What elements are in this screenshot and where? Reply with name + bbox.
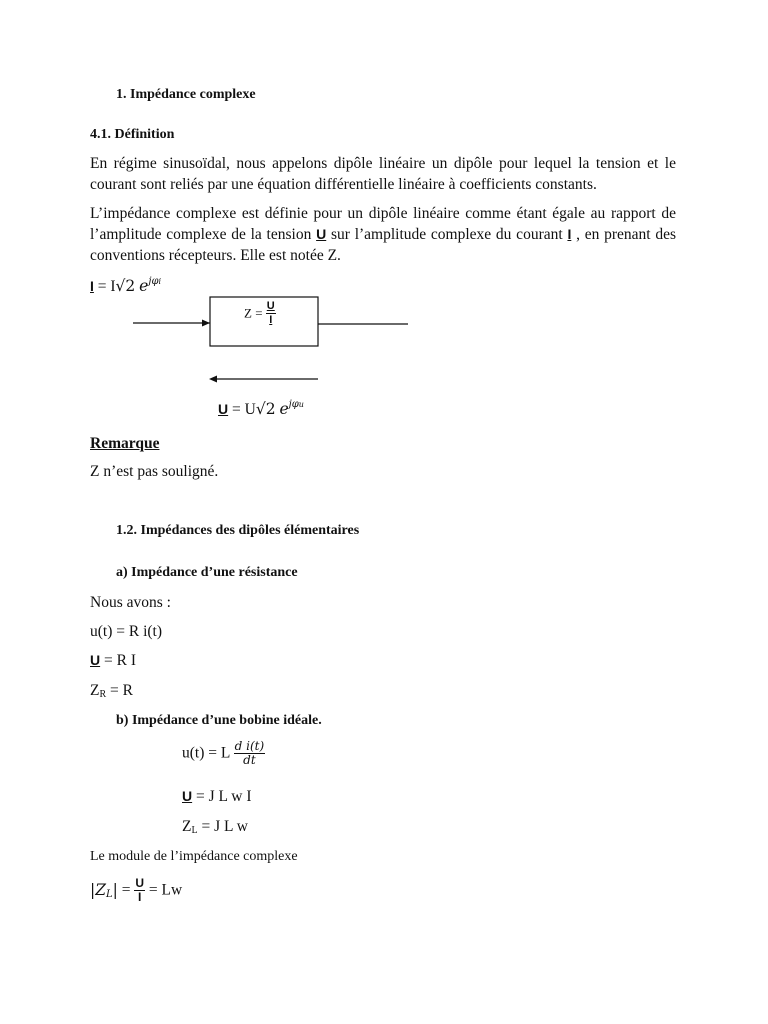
sub-a-line-3-rest: = R I xyxy=(100,652,136,669)
sub-a-line-2: u(t) = R i(t) xyxy=(90,623,163,640)
module-fraction xyxy=(134,877,145,904)
section-4-1-heading: 4.1. Définition xyxy=(90,127,175,142)
zl-symbol: Z xyxy=(182,818,192,835)
impedance-numerator: U xyxy=(266,300,275,312)
sub-b-heading: b) Impédance d’une bobine idéale. xyxy=(116,713,322,728)
module-numerator: U xyxy=(135,876,145,890)
eq1-lhs: u(t) = L xyxy=(182,744,234,762)
voltage-equation xyxy=(218,399,304,419)
inductor-voltage-equation xyxy=(182,740,265,767)
eq1-numerator: d i(t) xyxy=(234,739,265,753)
zr-subscript: R xyxy=(99,689,107,700)
section-1-heading: 1. Impédance complexe xyxy=(116,87,256,102)
exp-phase-current xyxy=(148,276,161,287)
voltage-symbol: U xyxy=(218,401,229,417)
current-symbol: I xyxy=(90,278,94,294)
sub-a-line-1: Nous avons : xyxy=(90,594,171,611)
definition-paragraph-2 xyxy=(90,203,676,266)
voltage-arrowhead xyxy=(209,376,217,383)
input-current-arrowhead xyxy=(202,320,210,327)
eq2-rest: = J L w I xyxy=(192,788,252,805)
eq2-voltage-symbol: U xyxy=(182,788,193,804)
voltage-eq-text: = U xyxy=(228,401,256,418)
exp-phase-current-sub: i xyxy=(158,277,162,286)
eq1-fraction xyxy=(234,740,266,767)
current-eq-text: = I xyxy=(93,278,116,295)
module-text: Le module de l’impédance complexe xyxy=(90,849,298,864)
sub-a-voltage-symbol: U xyxy=(90,652,101,668)
exp-e-voltage: e xyxy=(279,400,289,418)
remarque-title: Remarque xyxy=(90,435,160,452)
exp-phase-current-main: jφ xyxy=(148,276,159,287)
sub-a-line-3 xyxy=(90,652,136,670)
module-equation xyxy=(90,877,182,904)
definition-paragraph-1: En régime sinusoïdal, nous appelons dipôle linéaire un dipôle pour lequel la tension et le courant sont reliés par une équation différentielle linéaire à coefficients constants. xyxy=(90,155,676,193)
eq1-denominator: dt xyxy=(243,753,256,767)
sub-a-line-4 xyxy=(90,682,133,700)
module-lhs-close: | xyxy=(112,881,118,899)
module-lhs-open: |Z xyxy=(90,881,106,899)
exp-e-current: e xyxy=(139,277,149,295)
impedance-fraction xyxy=(266,300,276,327)
sub-a-heading: a) Impédance d’une résistance xyxy=(116,565,298,580)
para2-current-symbol: I xyxy=(567,226,572,242)
para2-text-a: L’impédance complexe est définie pour un dipôle linéaire comme étant égale au rapport de l’amplitude complexe de la tension xyxy=(90,205,676,243)
zl-rest: = J L w xyxy=(197,818,248,835)
impedance-z-label: Z = xyxy=(244,305,266,321)
inductor-impedance-equation xyxy=(182,818,248,836)
module-eq-sign: = xyxy=(117,881,135,899)
exp-phase-voltage xyxy=(289,399,304,410)
exp-phase-voltage-main: jφ xyxy=(288,399,299,410)
para2-text-b: sur l’amplitude complexe du courant xyxy=(331,226,563,243)
exp-phase-voltage-sub: u xyxy=(298,400,304,409)
impedance-denominator: I xyxy=(269,314,273,326)
para2-text-c: , en prenant des conventions récepteurs. Elle est notée Z. xyxy=(90,226,677,264)
module-rhs: = Lw xyxy=(145,881,183,899)
module-lhs-sub: L xyxy=(106,889,113,900)
impedance-formula xyxy=(244,300,276,327)
para2-voltage-symbol: U xyxy=(316,226,327,242)
module-lhs xyxy=(90,881,118,899)
sqrt2-voltage: √2 xyxy=(255,400,276,418)
zl-subscript: L xyxy=(191,825,198,836)
inductor-phasor-equation xyxy=(182,788,252,806)
remarque-text: Z n’est pas souligné. xyxy=(90,463,219,480)
section-1-2-heading: 1.2. Impédances des dipôles élémentaires xyxy=(116,523,360,538)
module-denominator: I xyxy=(138,890,142,904)
zr-symbol: Z xyxy=(90,682,100,699)
zr-rest: = R xyxy=(106,682,133,699)
sqrt2-current: √2 xyxy=(115,277,136,295)
